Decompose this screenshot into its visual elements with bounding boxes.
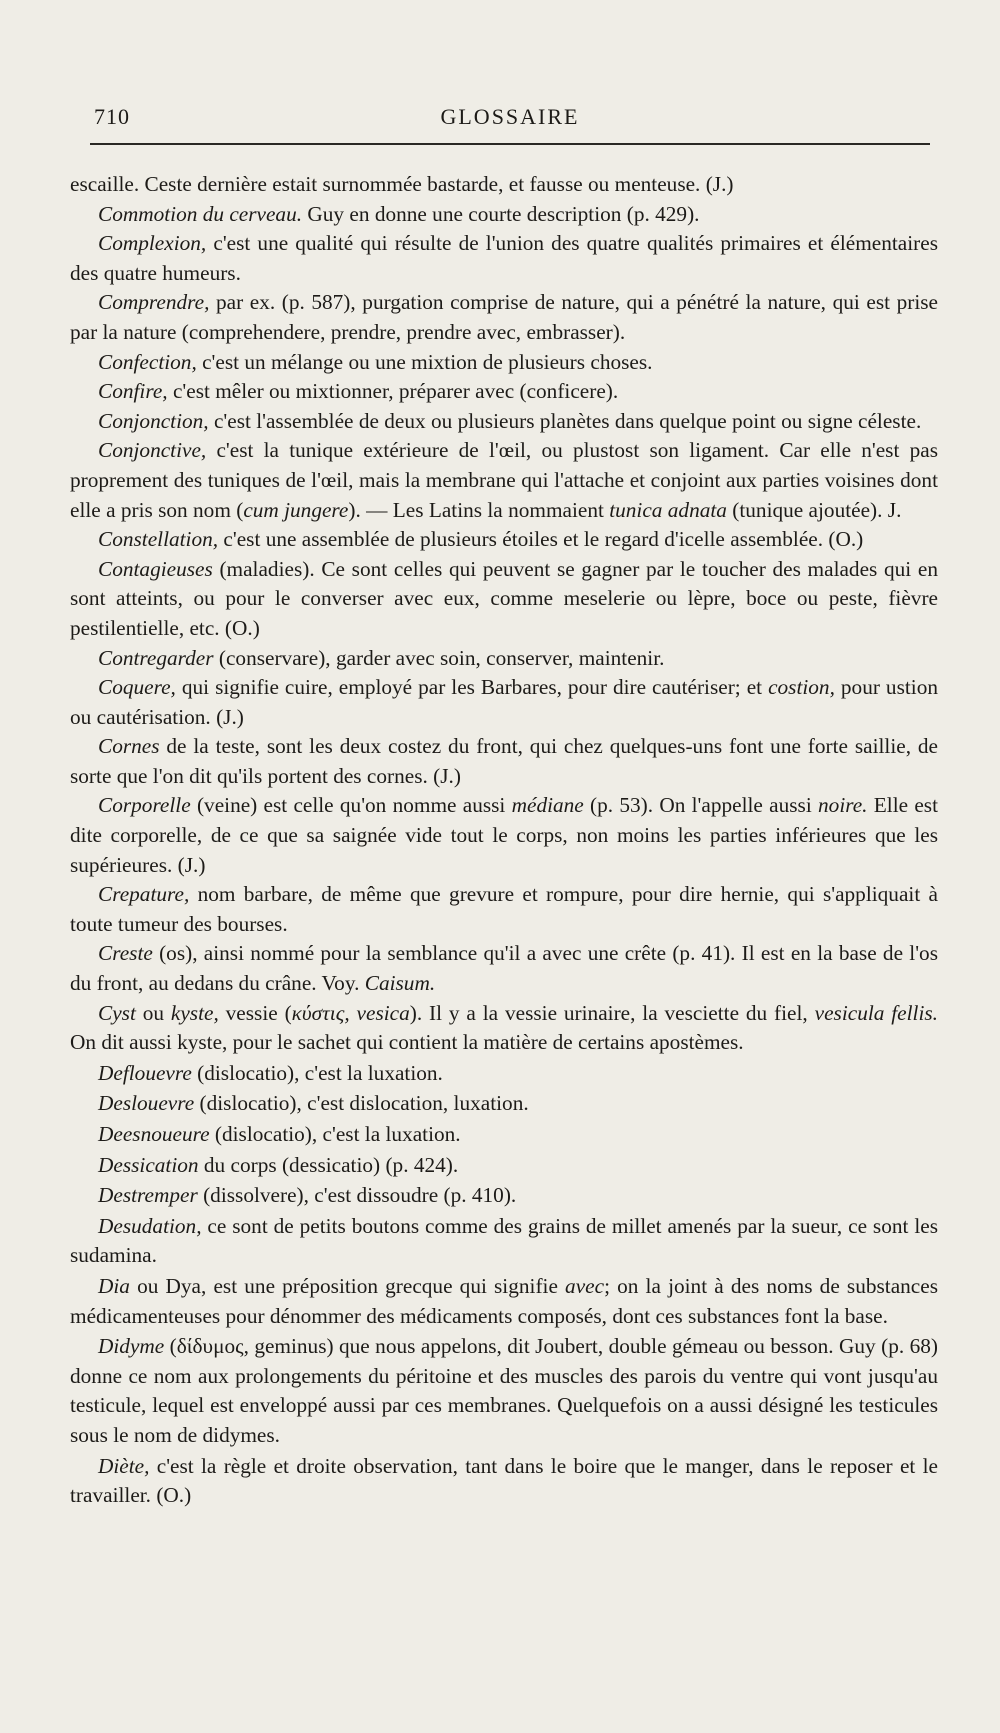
entry-term: Deslouevre [98,1091,195,1116]
entry-text: ; on la joint à des noms de substances médicamenteuses pour dénommer des médicaments composés, dont ces substances font la base. [70,1273,938,1328]
glossary-entry [70,999,938,1058]
glossary-entry [70,939,938,998]
glossary-entry [70,1452,938,1511]
entry-text: (dislocatio), c'est la luxation. [191,1060,443,1085]
entry-text: ou Dya, est une préposition grecque qui signifie [129,1273,566,1298]
entry-term: Diète, [98,1453,150,1478]
entry-text: c'est mêler ou mixtionner, préparer avec (conficere). [167,379,619,404]
glossary-entry [70,1212,938,1271]
italic-phrase: κύστις, vesica [291,1000,410,1025]
entry-text: (conservare), garder avec soin, conserver, maintenir. [213,645,665,670]
glossary-entry [70,377,938,407]
glossary-entry [70,1272,938,1331]
entry-text: Elle est dite corporelle, de ce que sa saignée vide tout le corps, non moins les parties inférieures que les supérieures. (J.) [70,793,939,877]
glossary-entry [70,644,938,674]
glossary-entry [70,555,938,644]
entry-text: ce sont de petits boutons comme des grains de millet amenés par la sueur, ce sont les sudamina. [70,1213,938,1268]
entry-text: ). Il y a la vessie urinaire, la vesciette du fiel, [409,1000,815,1025]
glossary-entry [70,1120,938,1150]
entry-term: Deflouevre [98,1060,192,1085]
glossary-entry [70,525,938,555]
entry-text: (dissolvere), c'est dissoudre (p. 410). [197,1183,517,1208]
entry-text: (dislocatio), c'est la luxation. [209,1122,461,1146]
entry-term: Creste [98,941,153,966]
entry-text: pour ustion ou cautérisation. (J.) [70,675,938,729]
page-header [90,98,930,138]
running-title: GLOSSAIRE [440,104,580,129]
entry-term: Deesnoueure [98,1122,210,1146]
entry-term: Desudation, [98,1213,202,1238]
entry-text: (p. 53). On l'appelle aussi [583,793,819,818]
entry-text: c'est la tunique extérieure de l'œil, ou plustost son ligament. Car elle n'est pas proprement des tuniques de l'œil, mais la membrane qui l'attache et conjoint aux parties voisines dont elle a pris son nom ( [70,438,938,522]
entry-text: (maladies). Ce sont celles qui peuvent se gagner par le toucher des malades qui en sont atteints, ou pour le converser avec eux, comme meselerie ou lèpre, boce ou peste, fièvre pestilentielle, etc. (O.) [70,556,938,640]
entry-term: Constellation, [98,527,219,552]
entry-text: ou [135,1000,171,1025]
glossary-entry [70,791,938,880]
entry-text: de la teste, sont les deux costez du front, qui chez quelques-uns font une forte saillie, de sorte que l'on dit qu'ils portent des cornes. (J.) [70,734,938,788]
italic-phrase: costion, [768,675,835,700]
entry-text: (veine) est celle qu'on nomme aussi [190,793,512,818]
entry-text: c'est un mélange ou une mixtion de plusieurs choses. [196,349,653,374]
glossary-entry [70,1089,938,1119]
entry-term: Cornes [98,734,160,759]
entry-term: Dia [98,1273,130,1298]
glossary-text [70,170,938,1511]
glossary-entry [70,348,938,378]
entry-text: c'est la règle et droite observation, tant dans le boire que le manger, dans le reposer et le travailler. (O.) [70,1453,938,1508]
entry-term: Confection, [98,349,197,374]
entry-term: Contagieuses [98,556,213,581]
entry-term: Crepature, [98,882,190,907]
entry-term: Corporelle [98,793,191,818]
entry-text: c'est une qualité qui résulte de l'union des quatre qualités primaires et élémentaires des quatre humeurs. [70,231,938,285]
entry-text: (dislocatio), c'est dislocation, luxation. [194,1091,529,1116]
glossary-entry [70,1181,938,1211]
entry-text: c'est l'assemblée de deux ou plusieurs planètes dans quelque point ou signe céleste. [208,408,922,433]
entry-term: Destremper [98,1183,198,1208]
glossary-entry [70,673,938,732]
continued-paragraph [70,170,938,200]
italic-phrase: kyste, [170,1000,219,1025]
glossary-entry [70,880,938,939]
glossary-entry [70,1059,938,1089]
glossary-entry [70,229,938,288]
glossary-entry [70,1332,938,1450]
entry-text: (δίδυμος, geminus) que nous appelons, dit Joubert, double gémeau ou besson. Guy (p. 68) donne ce nom aux prolongements du péritoine et des muscles des parois du ventre qui vont jusqu'au testicule, lequel est enveloppé aussi par ces membranes. Quelquefois on a aussi désigné les testicules sous le nom de didymes. [70,1334,938,1447]
italic-phrase: vesicula fellis. [814,1000,938,1025]
glossary-entry [70,288,938,347]
entry-text: (tunique ajoutée). J. [726,497,902,522]
italic-phrase: médiane [511,793,584,818]
header-rule [90,143,930,145]
italic-phrase: Caisum. [364,971,436,996]
entry-term: Conjonctive, [98,438,207,463]
entry-term: Contregarder [98,645,214,670]
entry-term: Complexion, [98,231,207,256]
entry-text: (os), ainsi nommé pour la semblance qu'il a avec une crête (p. 41). Il est en la base de l'os du front, au dedans du crâne. Voy. [70,941,938,996]
entry-term: Conjonction, [98,408,209,433]
glossary-entry [70,200,938,230]
entry-text: vessie ( [218,1000,292,1025]
entry-term: Confire, [98,379,168,404]
entry-text: c'est une assemblée de plusieurs étoiles et le regard d'icelle assemblée. (O.) [218,527,864,552]
glossary-entry [70,1151,938,1181]
entry-text: ). — Les Latins la nommaient [348,497,610,522]
entry-text: qui signifie cuire, employé par les Barbares, pour dire cautériser; et [175,675,769,700]
entry-text: On dit aussi kyste, pour le sachet qui contient la matière de certains apostèmes. [70,1030,744,1055]
entry-term: Comprendre, [98,290,210,315]
entry-term: Commotion du cerveau. [98,201,303,226]
entry-term: Cyst [98,1000,136,1025]
italic-phrase: avec [565,1273,605,1298]
entry-term: Dessication [98,1152,199,1177]
entry-term: Coquere, [98,675,176,700]
page-number: 710 [94,104,130,129]
entry-text: escaille. Ceste dernière estait surnommée bastarde, et fausse ou menteuse. (J.) [70,172,734,196]
entry-text: du corps (dessicatio) (p. 424). [198,1152,459,1177]
italic-phrase: cum jungere [243,497,349,522]
glossary-entry [70,732,938,791]
entry-text: par ex. (p. 587), purgation comprise de nature, qui a pénétré la nature, qui est prise par la nature (comprehendere, prendre, prendre avec, embrasser). [70,290,938,344]
italic-phrase: noire. [818,793,868,818]
entry-text: Guy en donne une courte description (p. 429). [302,201,700,226]
glossary-entry [70,436,938,525]
entry-term: Didyme [98,1334,165,1359]
italic-phrase: tunica adnata [609,497,727,522]
glossary-entry [70,407,938,437]
entry-text: nom barbare, de même que grevure et rompure, pour dire hernie, qui s'appliquait à toute tumeur des bourses. [70,882,938,936]
